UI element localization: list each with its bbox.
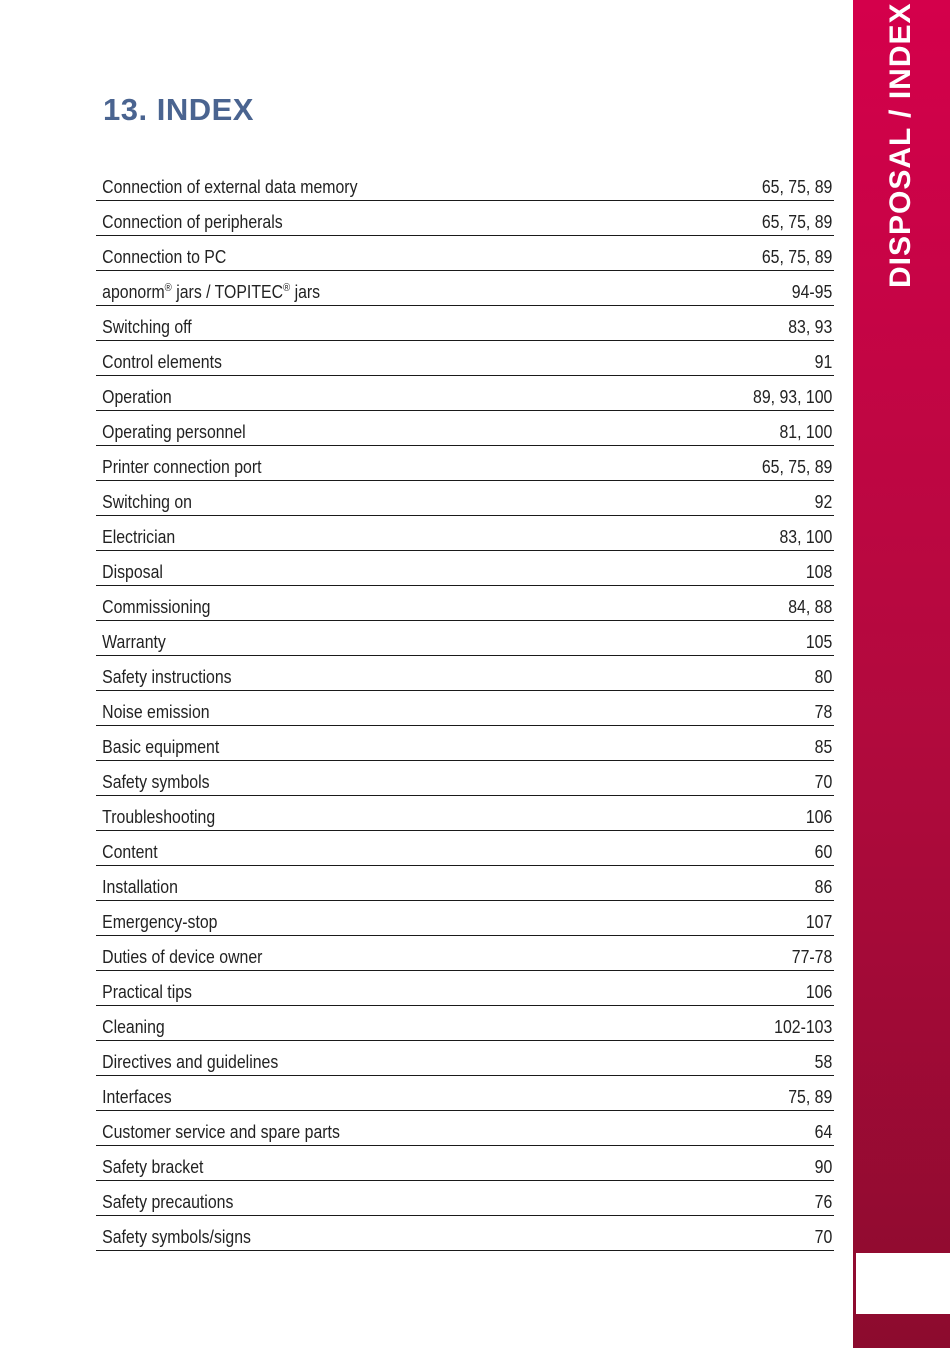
index-term: Operation	[102, 387, 172, 407]
index-page-numbers: 75, 89	[788, 1087, 833, 1107]
side-tab-notch	[856, 1253, 950, 1314]
index-page-numbers: 108	[805, 562, 833, 582]
index-row	[96, 306, 834, 341]
index-term: Disposal	[102, 562, 163, 582]
index-term: Warranty	[102, 632, 166, 652]
index-term: Interfaces	[102, 1087, 172, 1107]
index-page-numbers: 84, 88	[788, 597, 833, 617]
index-term: Content	[102, 842, 158, 862]
index-row	[96, 516, 834, 551]
index-page-numbers: 102-103	[774, 1017, 833, 1037]
index-term: Safety symbols	[102, 772, 210, 792]
index-page-numbers: 65, 75, 89	[761, 457, 833, 477]
index-row	[96, 726, 834, 761]
index-page-numbers: 70	[814, 772, 833, 792]
index-row	[96, 936, 834, 971]
index-row	[96, 271, 834, 306]
index-row	[96, 551, 834, 586]
index-row	[96, 1041, 834, 1076]
index-term: Safety precautions	[102, 1192, 234, 1212]
index-page-numbers: 91	[814, 352, 833, 372]
index-term: Control elements	[102, 352, 222, 372]
index-page-numbers: 76	[814, 1192, 833, 1212]
index-page-numbers: 106	[805, 982, 833, 1002]
index-page-numbers: 94-95	[791, 282, 833, 302]
section-side-tab-label: DISPOSAL / INDEX	[884, 2, 917, 288]
page-title: 13. INDEX	[103, 92, 254, 127]
index-table	[96, 166, 834, 1251]
index-term: Emergency-stop	[102, 912, 218, 932]
index-row	[96, 1076, 834, 1111]
index-term: Noise emission	[102, 702, 210, 722]
index-row	[96, 166, 834, 201]
index-term: Commissioning	[102, 597, 211, 617]
index-page-numbers: 89, 93, 100	[752, 387, 833, 407]
section-side-tab	[853, 0, 950, 1348]
index-row	[96, 411, 834, 446]
index-row	[96, 796, 834, 831]
index-term: Duties of device owner	[102, 947, 263, 967]
index-term: Practical tips	[102, 982, 192, 1002]
index-page-numbers: 60	[814, 842, 833, 862]
index-term: Troubleshooting	[102, 807, 216, 827]
index-row	[96, 761, 834, 796]
index-row	[96, 341, 834, 376]
index-page-numbers: 106	[805, 807, 833, 827]
index-row	[96, 901, 834, 936]
registered-mark: ®	[164, 282, 172, 294]
index-term: Safety symbols/signs	[102, 1227, 251, 1247]
index-page-numbers: 65, 75, 89	[761, 177, 833, 197]
index-page-numbers: 81, 100	[779, 422, 833, 442]
index-row	[96, 376, 834, 411]
index-row	[96, 691, 834, 726]
index-row	[96, 201, 834, 236]
index-row	[96, 481, 834, 516]
index-row	[96, 586, 834, 621]
index-page-numbers: 78	[814, 702, 833, 722]
index-page-numbers: 58	[814, 1052, 833, 1072]
index-row	[96, 971, 834, 1006]
index-page-numbers: 83, 93	[788, 317, 833, 337]
index-term: aponorm® jars / TOPITEC® jars	[102, 282, 321, 302]
index-page-numbers: 86	[814, 877, 833, 897]
index-row	[96, 1181, 834, 1216]
index-term: Printer connection port	[102, 457, 262, 477]
index-page-numbers: 64	[814, 1122, 833, 1142]
index-page-numbers: 85	[814, 737, 833, 757]
index-row	[96, 1111, 834, 1146]
index-term: Safety instructions	[102, 667, 232, 687]
index-page-numbers: 92	[814, 492, 833, 512]
index-row	[96, 1216, 834, 1251]
index-row	[96, 866, 834, 901]
index-page-numbers: 77-78	[791, 947, 833, 967]
index-term: Connection of peripherals	[102, 212, 283, 232]
index-page-numbers: 83, 100	[779, 527, 833, 547]
index-term: Installation	[102, 877, 178, 897]
index-row	[96, 1006, 834, 1041]
index-page-numbers: 105	[805, 632, 833, 652]
index-page-numbers: 65, 75, 89	[761, 212, 833, 232]
index-page-numbers: 90	[814, 1157, 833, 1177]
index-row	[96, 831, 834, 866]
index-page-numbers: 80	[814, 667, 833, 687]
index-row	[96, 446, 834, 481]
index-term: Operating personnel	[102, 422, 246, 442]
registered-mark: ®	[283, 282, 291, 294]
index-term: Connection of external data memory	[102, 177, 358, 197]
index-term: Electrician	[102, 527, 176, 547]
index-term: Directives and guidelines	[102, 1052, 279, 1072]
index-row	[96, 236, 834, 271]
index-row	[96, 1146, 834, 1181]
index-term: Safety bracket	[102, 1157, 204, 1177]
index-row	[96, 656, 834, 691]
index-page-numbers: 107	[805, 912, 833, 932]
index-term: Cleaning	[102, 1017, 165, 1037]
index-page-numbers: 65, 75, 89	[761, 247, 833, 267]
index-term: Switching off	[102, 317, 192, 337]
index-page-numbers: 70	[814, 1227, 833, 1247]
index-term: Connection to PC	[102, 247, 227, 267]
index-term: Basic equipment	[102, 737, 220, 757]
index-term: Customer service and spare parts	[102, 1122, 340, 1142]
index-term: Switching on	[102, 492, 192, 512]
index-row	[96, 621, 834, 656]
